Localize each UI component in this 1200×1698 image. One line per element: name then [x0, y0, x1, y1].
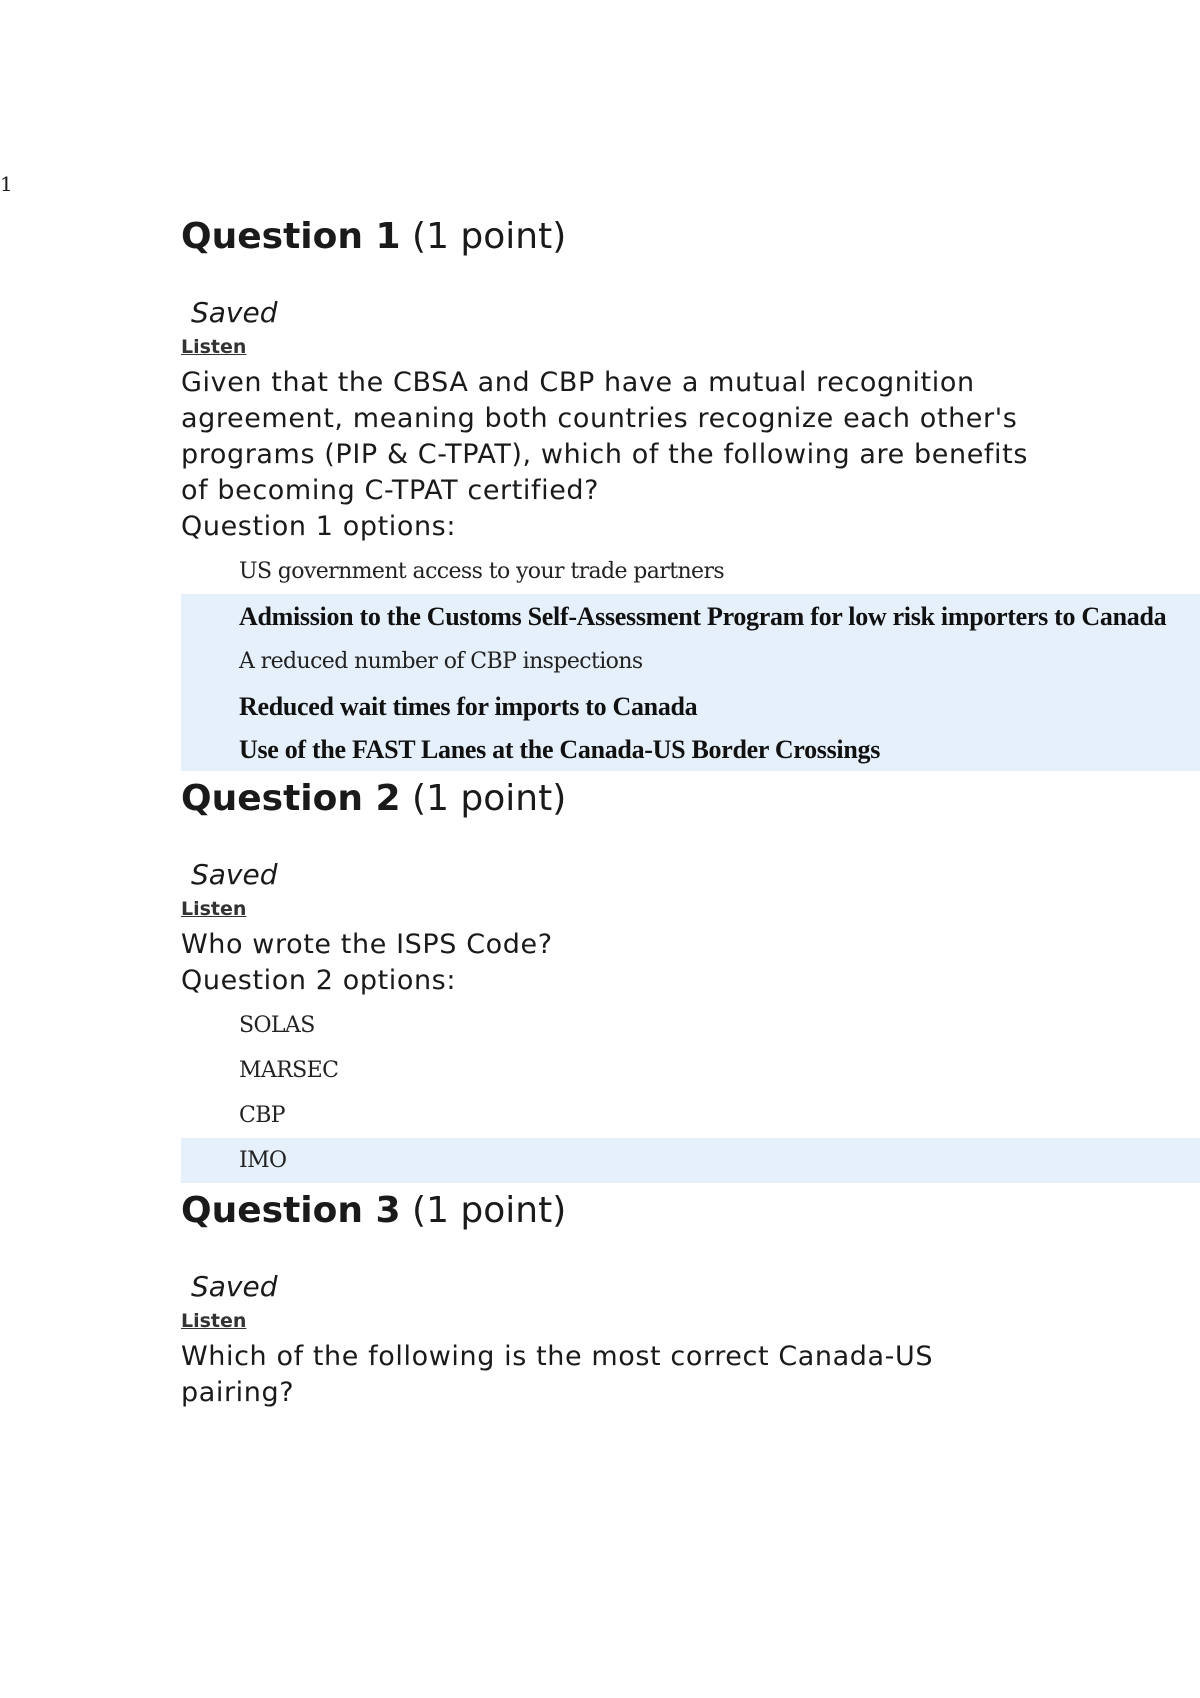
- listen-link[interactable]: Listen: [181, 1310, 247, 1332]
- options-label: Question 1 options:: [181, 511, 457, 542]
- quiz-content: [181, 212, 1200, 1411]
- page-number: 1: [0, 172, 13, 196]
- question-title: Question 3: [181, 1190, 401, 1231]
- options-list: [181, 549, 1200, 771]
- saved-status: Saved: [191, 1270, 278, 1303]
- option[interactable]: Use of the FAST Lanes at the Canada-US Border Crossings: [181, 729, 1200, 771]
- question-points: (1 point): [412, 216, 567, 257]
- options-list: [181, 1003, 1200, 1183]
- option[interactable]: IMO: [181, 1138, 1200, 1183]
- option[interactable]: A reduced number of CBP inspections: [181, 639, 1200, 684]
- question-text: Which of the following is the most correct Canada-US pairing?: [181, 1341, 934, 1408]
- saved-status: Saved: [191, 296, 278, 329]
- question-text: Given that the CBSA and CBP have a mutual recognition agreement, meaning both countries recognize each other's programs (PIP & C-TPAT), which of the following are benefits of becoming C-TPAT certified?: [181, 367, 1028, 506]
- question-points: (1 point): [412, 778, 567, 819]
- question-title: Question 2: [181, 778, 401, 819]
- question-text: Who wrote the ISPS Code?: [181, 929, 553, 960]
- question-2: [181, 774, 1200, 1183]
- option[interactable]: CBP: [239, 1103, 286, 1128]
- listen-link[interactable]: Listen: [181, 336, 247, 358]
- options-label: Question 2 options:: [181, 965, 457, 996]
- option[interactable]: Admission to the Customs Self-Assessment Program for low risk importers to Canada: [181, 594, 1200, 639]
- saved-status: Saved: [191, 858, 278, 891]
- option[interactable]: MARSEC: [239, 1058, 339, 1083]
- question-heading: [181, 1186, 1200, 1236]
- question-points: (1 point): [412, 1190, 567, 1231]
- question-1: [181, 212, 1200, 771]
- option[interactable]: SOLAS: [239, 1013, 315, 1038]
- listen-link[interactable]: Listen: [181, 898, 247, 920]
- question-3: [181, 1186, 1200, 1411]
- question-heading: [181, 774, 1200, 824]
- option[interactable]: US government access to your trade partners: [239, 559, 725, 584]
- question-title: Question 1: [181, 216, 401, 257]
- question-heading: [181, 212, 1200, 262]
- option[interactable]: Reduced wait times for imports to Canada: [181, 684, 1200, 729]
